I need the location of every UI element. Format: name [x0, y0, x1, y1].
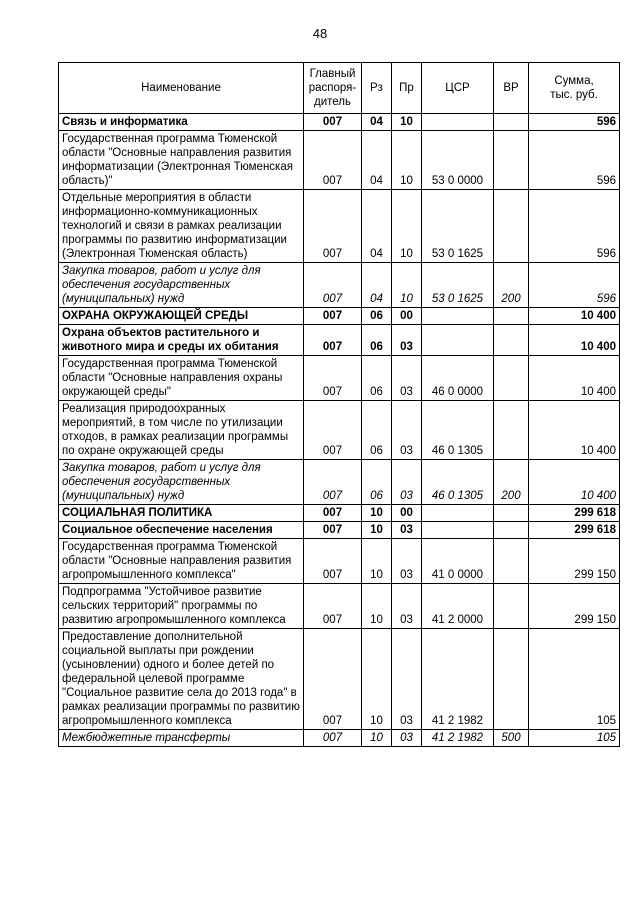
- header-subsection: Пр: [392, 63, 422, 114]
- row-vr: [494, 401, 529, 460]
- table-header-row: [59, 63, 620, 114]
- row-name: Закупка товаров, работ и услуг для обеспечения государственных (муниципальных) нужд: [59, 460, 304, 505]
- row-csr: 41 2 0000: [422, 584, 494, 629]
- row-vr: [494, 584, 529, 629]
- row-gr: 007: [304, 401, 362, 460]
- row-pr: 00: [392, 505, 422, 522]
- header-expense-type: ВР: [494, 63, 529, 114]
- row-vr: [494, 505, 529, 522]
- header-name: Наименование: [59, 63, 304, 114]
- row-sum: 10 400: [529, 325, 620, 356]
- row-vr: [494, 114, 529, 131]
- row-gr: 007: [304, 114, 362, 131]
- table-row: [59, 263, 620, 308]
- row-name: Государственная программа Тюменской области "Основные направления охраны окружающей среды": [59, 356, 304, 401]
- table-row: [59, 584, 620, 629]
- row-pr: 03: [392, 460, 422, 505]
- table-row: [59, 131, 620, 190]
- row-pr: 03: [392, 730, 422, 747]
- row-sum: 10 400: [529, 460, 620, 505]
- row-pr: 10: [392, 114, 422, 131]
- table-row: [59, 356, 620, 401]
- table-row: [59, 308, 620, 325]
- table-row: [59, 190, 620, 263]
- row-gr: 007: [304, 522, 362, 539]
- row-vr: 200: [494, 460, 529, 505]
- row-gr: 007: [304, 629, 362, 730]
- row-sum: 299 150: [529, 584, 620, 629]
- row-sum: 105: [529, 730, 620, 747]
- row-rz: 04: [362, 114, 392, 131]
- row-rz: 04: [362, 263, 392, 308]
- row-name: Реализация природоохранных мероприятий, в том числе по утилизации отходов, в рамках реализации программы по охране окружающей среды: [59, 401, 304, 460]
- row-csr: 46 0 1305: [422, 401, 494, 460]
- row-pr: 03: [392, 356, 422, 401]
- row-gr: 007: [304, 539, 362, 584]
- budget-table: [58, 62, 620, 747]
- row-name: СОЦИАЛЬНАЯ ПОЛИТИКА: [59, 505, 304, 522]
- table-row: [59, 629, 620, 730]
- row-rz: 06: [362, 325, 392, 356]
- row-rz: 10: [362, 539, 392, 584]
- row-rz: 04: [362, 131, 392, 190]
- table-row: [59, 505, 620, 522]
- row-csr: 53 0 0000: [422, 131, 494, 190]
- row-name: ОХРАНА ОКРУЖАЮЩЕЙ СРЕДЫ: [59, 308, 304, 325]
- row-pr: 03: [392, 522, 422, 539]
- header-sum-line2: тыс. руб.: [550, 89, 598, 101]
- row-vr: [494, 308, 529, 325]
- row-gr: 007: [304, 325, 362, 356]
- header-gr-line1: Главный: [309, 68, 356, 80]
- row-sum: 596: [529, 131, 620, 190]
- row-vr: [494, 131, 529, 190]
- row-vr: 200: [494, 263, 529, 308]
- row-rz: 10: [362, 505, 392, 522]
- row-csr: 41 0 0000: [422, 539, 494, 584]
- row-pr: 03: [392, 584, 422, 629]
- header-chief-manager: [304, 63, 362, 114]
- row-gr: 007: [304, 190, 362, 263]
- row-sum: 299 618: [529, 505, 620, 522]
- table-row: [59, 539, 620, 584]
- row-gr: 007: [304, 308, 362, 325]
- row-gr: 007: [304, 131, 362, 190]
- row-name: Государственная программа Тюменской области "Основные направления развития агропромышленного комплекса": [59, 539, 304, 584]
- row-rz: 10: [362, 522, 392, 539]
- row-vr: [494, 629, 529, 730]
- row-csr: 46 0 0000: [422, 356, 494, 401]
- row-pr: 10: [392, 263, 422, 308]
- row-csr: 41 2 1982: [422, 730, 494, 747]
- header-section: Рз: [362, 63, 392, 114]
- row-vr: [494, 356, 529, 401]
- row-sum: 596: [529, 114, 620, 131]
- row-vr: [494, 325, 529, 356]
- row-pr: 03: [392, 539, 422, 584]
- row-pr: 10: [392, 190, 422, 263]
- row-sum: 10 400: [529, 308, 620, 325]
- row-rz: 10: [362, 730, 392, 747]
- row-sum: 596: [529, 263, 620, 308]
- header-gr-line3: дитель: [314, 96, 351, 108]
- row-gr: 007: [304, 263, 362, 308]
- row-csr: [422, 308, 494, 325]
- row-name: Социальное обеспечение населения: [59, 522, 304, 539]
- row-name: Закупка товаров, работ и услуг для обеспечения государственных (муниципальных) нужд: [59, 263, 304, 308]
- header-sum-line1: Сумма,: [554, 75, 594, 87]
- row-gr: 007: [304, 505, 362, 522]
- row-name: Отдельные мероприятия в области информационно-коммуникационных технологий и связи в рамках реализации программы по развитию информатизации (Электронная Тюменская область): [59, 190, 304, 263]
- row-gr: 007: [304, 460, 362, 505]
- table-row: [59, 522, 620, 539]
- row-vr: [494, 190, 529, 263]
- header-gr-line2: распоря-: [308, 82, 357, 94]
- row-gr: 007: [304, 584, 362, 629]
- row-sum: 299 618: [529, 522, 620, 539]
- table-row: [59, 114, 620, 131]
- row-name: Подпрограмма "Устойчивое развитие сельских территорий" программы по развитию агропромышленного комплекса: [59, 584, 304, 629]
- row-vr: [494, 539, 529, 584]
- row-name: Межбюджетные трансферты: [59, 730, 304, 747]
- row-csr: [422, 325, 494, 356]
- row-rz: 10: [362, 629, 392, 730]
- header-sum: [529, 63, 620, 114]
- row-sum: 10 400: [529, 401, 620, 460]
- row-rz: 06: [362, 401, 392, 460]
- row-pr: 10: [392, 131, 422, 190]
- page-number: 48: [312, 26, 328, 41]
- row-gr: 007: [304, 730, 362, 747]
- row-rz: 06: [362, 460, 392, 505]
- row-name: Охрана объектов растительного и животного мира и среды их обитания: [59, 325, 304, 356]
- row-pr: 03: [392, 325, 422, 356]
- row-csr: 46 0 1305: [422, 460, 494, 505]
- row-csr: [422, 505, 494, 522]
- row-rz: 06: [362, 356, 392, 401]
- row-name: Предоставление дополнительной социальной выплаты при рождении (усыновлении) одного и более детей по федеральной целевой программе "Социальное развитие села до 2013 года" в рамках реализации программы по развитию агропромышленного комплекса: [59, 629, 304, 730]
- row-rz: 10: [362, 584, 392, 629]
- row-csr: [422, 114, 494, 131]
- row-pr: 03: [392, 401, 422, 460]
- row-rz: 06: [362, 308, 392, 325]
- table-row: [59, 401, 620, 460]
- row-gr: 007: [304, 356, 362, 401]
- row-name: Государственная программа Тюменской области "Основные направления развития информатизации (Электронная Тюменская область)": [59, 131, 304, 190]
- table-row: [59, 730, 620, 747]
- row-sum: 596: [529, 190, 620, 263]
- row-sum: 10 400: [529, 356, 620, 401]
- row-rz: 04: [362, 190, 392, 263]
- row-vr: [494, 522, 529, 539]
- row-csr: 53 0 1625: [422, 263, 494, 308]
- table-row: [59, 460, 620, 505]
- row-csr: 41 2 1982: [422, 629, 494, 730]
- row-pr: 03: [392, 629, 422, 730]
- header-target-article: ЦСР: [422, 63, 494, 114]
- row-sum: 105: [529, 629, 620, 730]
- table-row: [59, 325, 620, 356]
- row-csr: 53 0 1625: [422, 190, 494, 263]
- row-sum: 299 150: [529, 539, 620, 584]
- row-pr: 00: [392, 308, 422, 325]
- row-csr: [422, 522, 494, 539]
- row-name: Связь и информатика: [59, 114, 304, 131]
- row-vr: 500: [494, 730, 529, 747]
